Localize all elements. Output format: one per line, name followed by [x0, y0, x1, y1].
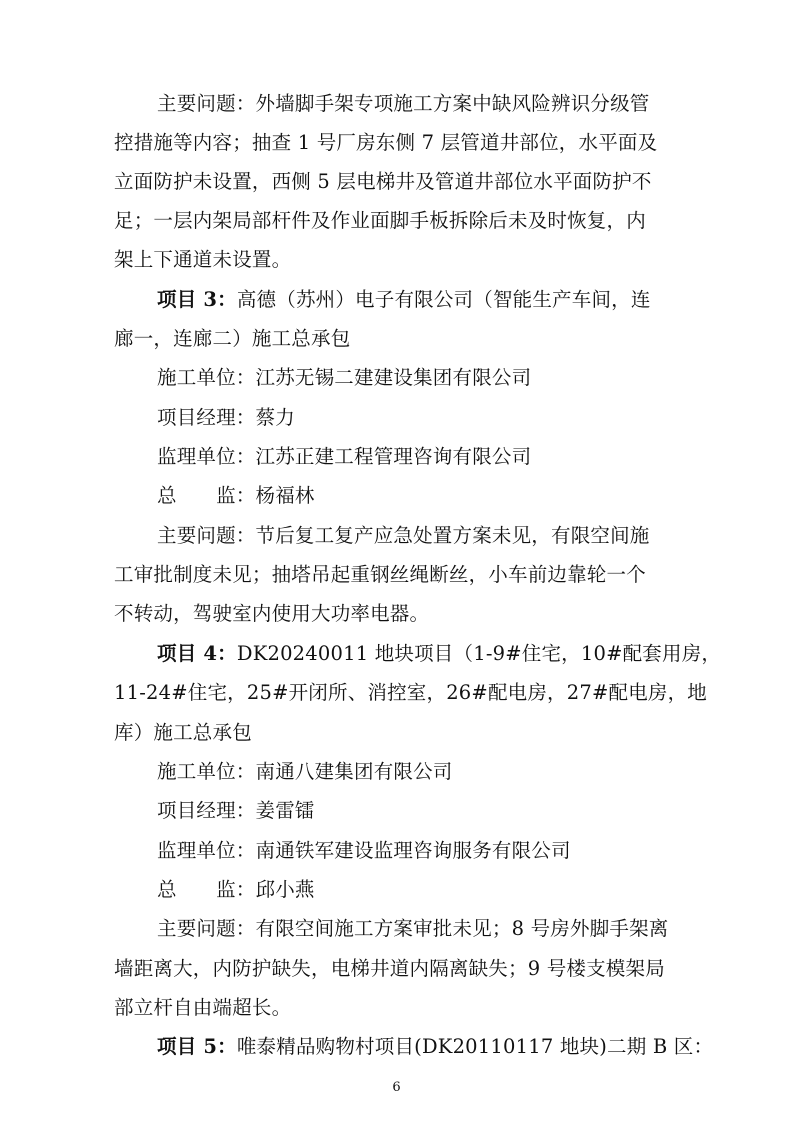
project-manager-line: 项目经理：姜雷镭 — [157, 799, 315, 822]
project-3-label: 项目 3： — [157, 288, 237, 311]
project-5-label: 项目 5： — [157, 1035, 237, 1058]
paragraph-line: 工审批制度未见；抽塔吊起重钢丝绳断丝，小车前边靠轮一个 — [114, 563, 646, 586]
project-4-title: DK20240011 地块项目（1-9#住宅，10#配套用房， — [236, 642, 722, 665]
paragraph-line: 控措施等内容；抽查 1 号厂房东侧 7 层管道井部位，水平面及 — [114, 131, 658, 154]
project-3-title: 高德（苏州）电子有限公司（智能生产车间，连 — [236, 288, 651, 311]
paragraph-line: 库）施工总承包 — [114, 721, 252, 744]
project-5-heading-line — [157, 1034, 737, 1060]
chief-supervisor-line: 总 监：杨福林 — [157, 484, 315, 507]
paragraph-line: 部立杆自由端超长。 — [114, 996, 292, 1019]
construction-unit-line: 施工单位：南通八建集团有限公司 — [157, 760, 453, 783]
chief-supervisor-line: 总 监：邱小燕 — [157, 878, 315, 901]
paragraph-line: 11-24#住宅，25#开闭所、消控室，26#配电房，27#配电房，地 — [114, 681, 708, 704]
project-3-heading-line — [157, 287, 737, 313]
paragraph-line: 廊一，连廊二）施工总承包 — [114, 327, 351, 350]
paragraph-line: 架上下通道未设置。 — [114, 248, 292, 271]
paragraph-line: 立面防护未设置，西侧 5 层电梯井及管道井部位水平面防护不 — [114, 170, 652, 193]
project-4-label: 项目 4： — [157, 642, 237, 665]
paragraph-line: 主要问题：外墙脚手架专项施工方案中缺风险辨识分级管 — [157, 92, 650, 115]
paragraph-line: 主要问题：有限空间施工方案审批未见；8 号房外脚手架离 — [157, 917, 669, 940]
construction-unit-line: 施工单位：江苏无锡二建建设集团有限公司 — [157, 366, 532, 389]
project-5-title: 唯泰精品购物村项目(DK20110117 地块)二期 B 区： — [236, 1035, 714, 1058]
supervision-unit-line: 监理单位：南通铁军建设监理咨询服务有限公司 — [157, 839, 571, 862]
paragraph-line: 不转动，驾驶室内使用大功率电器。 — [114, 602, 430, 625]
supervision-unit-line: 监理单位：江苏正建工程管理咨询有限公司 — [157, 445, 532, 468]
paragraph-line: 墙距离大，内防护缺失，电梯井道内隔离缺失；9 号楼支模架局 — [114, 957, 665, 980]
page-number: 6 — [392, 1080, 401, 1095]
project-4-heading-line — [157, 641, 737, 667]
project-manager-line: 项目经理：蔡力 — [157, 406, 295, 429]
paragraph-line: 足；一层内架局部杆件及作业面脚手板拆除后未及时恢复，内 — [114, 209, 646, 232]
paragraph-line: 主要问题：节后复工复产应急处置方案未见，有限空间施 — [157, 524, 650, 547]
